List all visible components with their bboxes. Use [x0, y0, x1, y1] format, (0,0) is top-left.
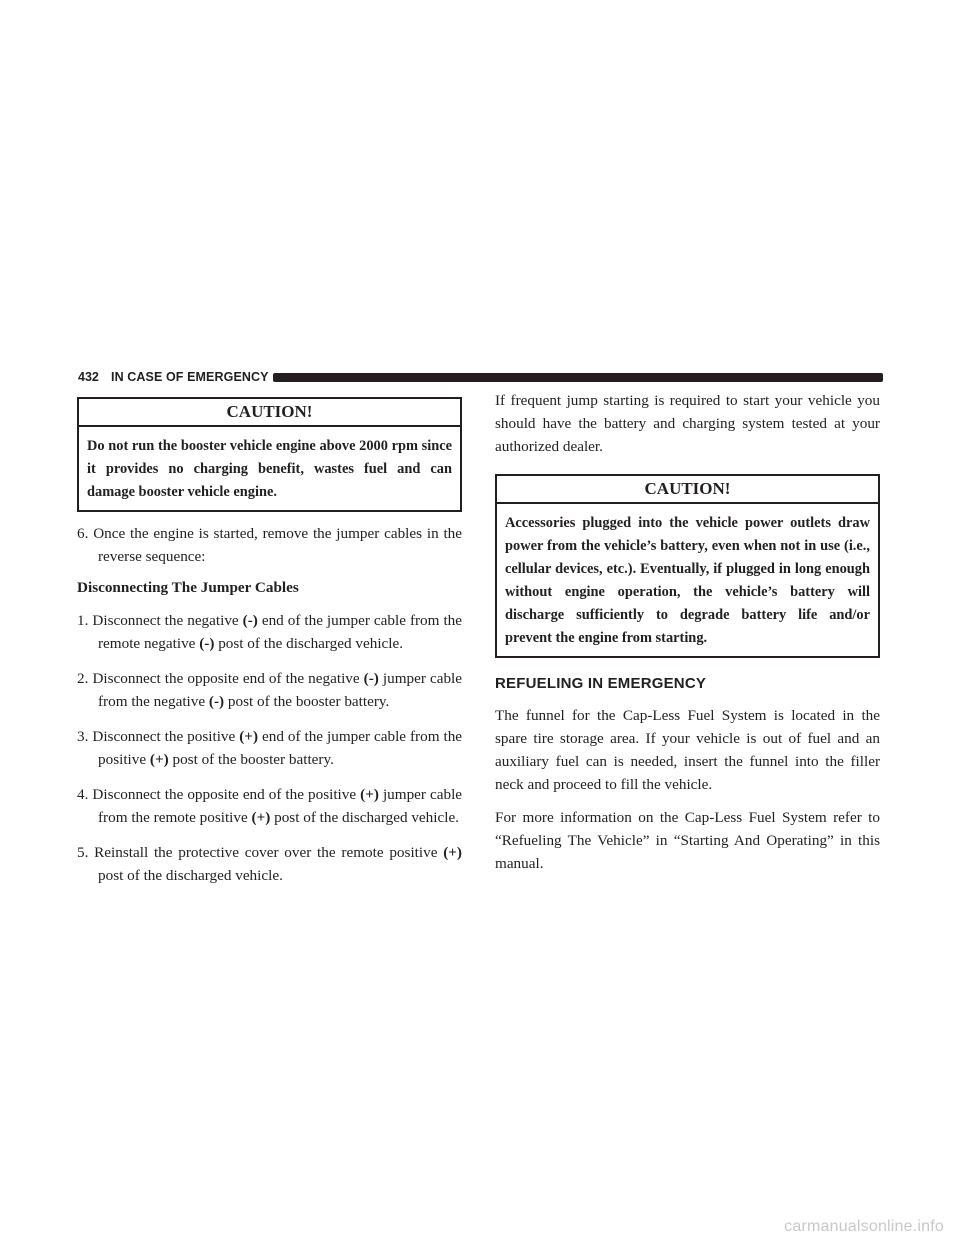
terminal-symbol: (+) — [239, 728, 259, 745]
step-text: post of the discharged vehicle. — [98, 867, 283, 884]
step-text: jumper cable from the negative — [98, 670, 463, 710]
terminal-symbol: (+) — [149, 751, 169, 768]
terminal-symbol: (+) — [360, 786, 379, 803]
caution-text: Accessories plugged into the vehicle power outlets draw power from the vehicle’s battery, even when not in use (i.e., cellular devices, etc.). Eventually, if plugged in long enough without engine operation, the vehicle’s battery will discharge sufficiently to degrade battery life and/or prevent the engine from starting. — [505, 515, 870, 646]
left-column — [77, 397, 462, 887]
step-text: Once the engine is started, remove the jumper cables in the reverse sequence: — [93, 525, 463, 565]
disconnect-step-5 — [77, 841, 462, 887]
disconnect-step-1 — [77, 609, 462, 655]
jump-start-advice: If frequent jump starting is required to start your vehicle you should have the battery and charging system tested at your authorized dealer. — [495, 392, 880, 455]
terminal-symbol: (-) — [199, 635, 215, 652]
header-rule — [273, 373, 883, 382]
section-title: IN CASE OF EMERGENCY — [111, 370, 269, 384]
step-text: Disconnect the negative — [92, 612, 239, 629]
step-text: post of the booster battery. — [227, 693, 390, 710]
step-text: Disconnect the opposite end of the negative — [92, 670, 360, 687]
step-text: end of the jumper cable from the positive — [98, 728, 463, 768]
step-number: 5. — [77, 844, 89, 861]
step-6 — [77, 522, 462, 568]
caution-box-booster — [77, 397, 462, 512]
step-number: 2. — [77, 670, 89, 687]
page-header — [78, 369, 883, 385]
caution-title: CAUTION! — [497, 476, 878, 504]
caution-text: Do not run the booster vehicle engine above 2000 rpm since it provides no charging benefit, wastes fuel and can damage booster vehicle engine. — [87, 438, 452, 500]
disconnect-step-2 — [77, 667, 462, 713]
terminal-symbol: (+) — [251, 809, 271, 826]
step-number: 6. — [77, 525, 89, 542]
terminal-symbol: (-) — [208, 693, 225, 710]
step-text: Disconnect the opposite end of the positive — [92, 786, 357, 803]
step-text: end of the jumper cable from the remote negative — [98, 612, 462, 652]
step-text: Reinstall the protective cover over the remote positive — [94, 844, 438, 861]
terminal-symbol: (-) — [242, 612, 258, 629]
disconnect-step-4 — [77, 783, 462, 829]
step-text: post of the discharged vehicle. — [218, 635, 404, 652]
step-number: 1. — [77, 612, 89, 629]
right-column — [495, 392, 880, 875]
step-number: 3. — [77, 728, 89, 745]
watermark: carmanualsonline.info — [784, 1218, 944, 1235]
step-text: jumper cable from the remote positive — [98, 786, 463, 826]
caution-box-accessories — [495, 474, 880, 658]
refueling-paragraph: The funnel for the Cap-Less Fuel System is located in the spare tire storage area. If your vehicle is out of fuel and an auxiliary fuel can is needed, insert the funnel into the filler neck and proceed to fill the vehicle. — [495, 707, 880, 793]
step-text: post of the booster battery. — [172, 751, 334, 768]
page-number: 432 — [78, 370, 99, 384]
caution-title: CAUTION! — [79, 399, 460, 427]
terminal-symbol: (+) — [443, 844, 462, 861]
disconnect-step-3 — [77, 725, 462, 771]
step-text: post of the discharged vehicle. — [274, 809, 459, 826]
terminal-symbol: (-) — [363, 670, 379, 687]
step-number: 4. — [77, 786, 89, 803]
subheading-disconnecting: Disconnecting The Jumper Cables — [77, 579, 299, 596]
more-info-paragraph: For more information on the Cap-Less Fuel System refer to “Refueling The Vehicle” in “Starting And Operating” in this manual. — [495, 809, 880, 872]
section-heading-refueling: REFUELING IN EMERGENCY — [495, 675, 707, 692]
step-text: Disconnect the positive — [92, 728, 236, 745]
